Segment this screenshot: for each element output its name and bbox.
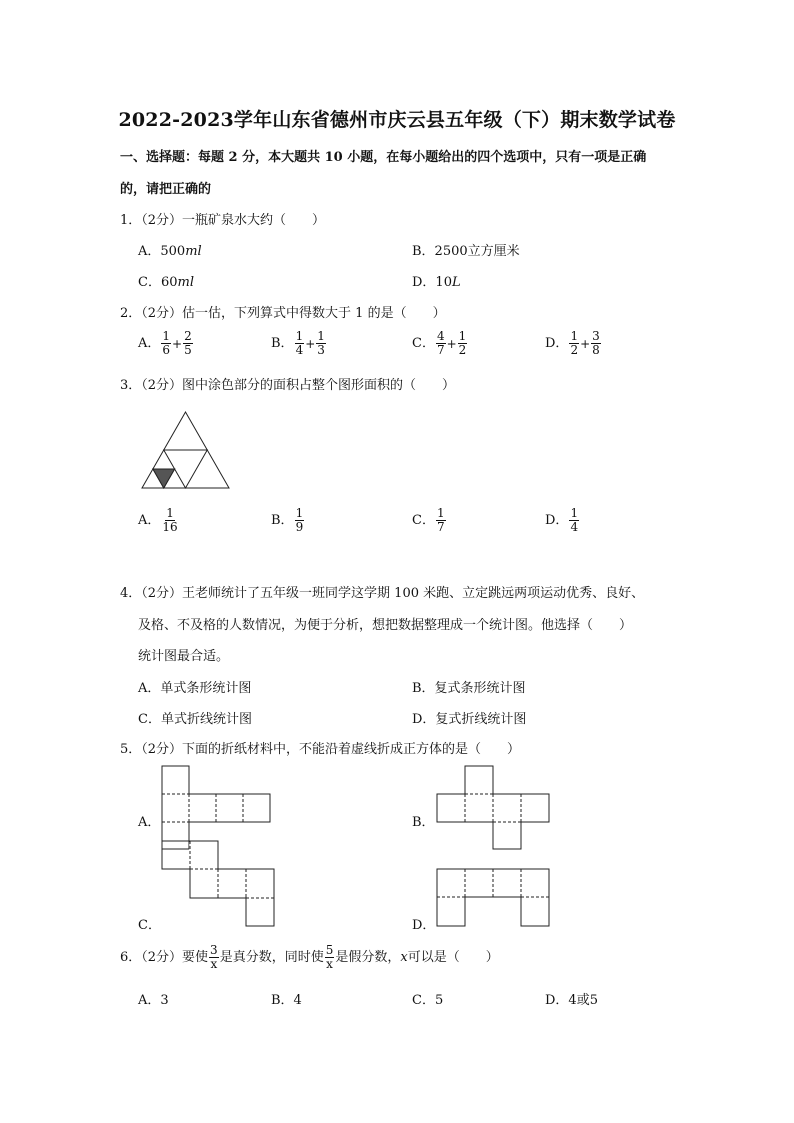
plus-sign: + <box>446 336 457 351</box>
q4-option-c[interactable]: C．单式折线统计图 <box>138 712 252 727</box>
numerator: 1 <box>166 506 174 520</box>
denominator: 8 <box>592 343 600 357</box>
net-square <box>465 766 493 794</box>
numerator: 1 <box>317 329 325 343</box>
q4-stem-line1: 4．（2分）王老师统计了五年级一班同学这学期 100 米跑、立定跳远两项运动优秀、良好、 <box>120 586 645 601</box>
q6-stem <box>120 944 499 971</box>
q6-option-b[interactable]: B．4 <box>271 993 302 1008</box>
fraction <box>183 330 193 357</box>
q2-option-a-label: A． <box>138 336 161 351</box>
q2-option-a[interactable] <box>138 330 194 357</box>
q3-option-d-label: D． <box>545 513 569 528</box>
q2-option-d[interactable] <box>545 330 602 357</box>
q1-option-d[interactable] <box>412 271 461 290</box>
q1-option-c-unit: ml <box>177 275 194 290</box>
q4-option-b[interactable]: B．复式条形统计图 <box>412 681 526 696</box>
numerator: 1 <box>436 506 445 520</box>
q3-option-d[interactable] <box>545 507 580 534</box>
q1-option-a-value: A．500 <box>138 244 186 259</box>
numerator: 3 <box>210 943 218 957</box>
net-square <box>246 898 274 926</box>
denominator: 4 <box>570 520 579 534</box>
net-square <box>437 897 465 926</box>
numerator: 1 <box>570 506 579 520</box>
plus-sign: + <box>172 336 183 351</box>
q1-stem: 1．（2分）一瓶矿泉水大约（ ） <box>120 213 326 228</box>
numerator: 1 <box>570 329 579 343</box>
net-square <box>218 869 246 898</box>
net-square <box>521 897 549 926</box>
net-square <box>190 841 218 869</box>
plus-sign: + <box>580 336 591 351</box>
fraction <box>161 330 171 357</box>
denominator: 2 <box>458 343 467 357</box>
section-header-line2: 的，请把正确的 <box>120 182 212 197</box>
net-square <box>216 794 243 822</box>
q3-option-b[interactable] <box>271 507 305 534</box>
q6-stem-end: 可以是（ ） <box>407 950 499 965</box>
net-square <box>493 794 521 822</box>
numerator: 5 <box>325 943 334 957</box>
fraction <box>316 330 326 357</box>
fraction <box>436 507 446 534</box>
q1-option-c[interactable] <box>138 271 194 290</box>
q4-option-a[interactable]: A．单式条形统计图 <box>138 681 252 696</box>
net-square <box>437 794 465 822</box>
numerator: 2 <box>184 329 192 343</box>
numerator: 4 <box>436 329 445 343</box>
fraction <box>209 944 219 971</box>
denominator: x <box>210 957 218 971</box>
q6-stem-post: 是假分数， <box>335 950 401 965</box>
q2-option-b-label: B． <box>271 336 294 351</box>
q6-stem-pre: 6．（2分）要使 <box>120 950 209 965</box>
q1-option-d-value: D．10 <box>412 275 452 290</box>
fraction <box>436 330 446 357</box>
denominator: x <box>326 957 333 971</box>
net-c-figure <box>162 841 277 927</box>
q5-option-d[interactable]: D． <box>412 918 436 933</box>
q3-option-a[interactable] <box>138 507 180 534</box>
q2-stem: 2．（2分）估一估，下列算式中得数大于 1 的是（ ） <box>120 306 446 321</box>
page-title: 2022-2023学年山东省德州市庆云县五年级（下）期末数学试卷 <box>118 109 676 131</box>
plus-sign: + <box>305 336 316 351</box>
net-square <box>465 794 493 822</box>
fraction <box>569 507 579 534</box>
net-square <box>189 794 216 822</box>
denominator: 2 <box>570 343 579 357</box>
net-square <box>162 766 189 794</box>
q6-option-c[interactable]: C．5 <box>412 993 444 1008</box>
numerator: 1 <box>162 329 171 343</box>
denominator: 7 <box>436 343 445 357</box>
q4-stem-line2: 及格、不及格的人数情况，为便于分析，想把数据整理成一个统计图。他选择（ ） <box>138 618 633 633</box>
fraction <box>161 507 178 534</box>
net-square <box>162 794 189 822</box>
numerator: 1 <box>458 329 467 343</box>
q1-option-a[interactable] <box>138 240 202 259</box>
fraction <box>295 507 305 534</box>
section-header-line1: 一、选择题：每题 2 分，本大题共 10 小题，在每小题给出的四个选项中，只有一项是正确 <box>120 150 647 165</box>
denominator: 7 <box>436 520 445 534</box>
denominator: 6 <box>162 343 171 357</box>
net-square <box>246 869 274 898</box>
fraction <box>295 330 305 357</box>
q6-stem-mid: 是真分数，同时使 <box>219 950 324 965</box>
q3-stem: 3．（2分）图中涂色部分的面积占整个图形面积的（ ） <box>120 378 456 393</box>
q3-option-b-label: B． <box>271 513 294 528</box>
numerator: 1 <box>295 329 304 343</box>
shaded-triangle <box>153 469 175 488</box>
net-square <box>465 869 493 897</box>
numerator: 3 <box>592 329 600 343</box>
net-d-figure <box>437 869 552 927</box>
fraction <box>569 330 579 357</box>
triangle-figure <box>142 412 232 490</box>
q3-option-c-label: C． <box>412 513 435 528</box>
q5-option-a[interactable]: A． <box>138 815 161 830</box>
denominator: 9 <box>295 520 304 534</box>
denominator: 4 <box>295 343 304 357</box>
net-square <box>521 794 549 822</box>
q5-option-b[interactable]: B． <box>412 815 435 830</box>
q2-option-c-label: C． <box>412 336 435 351</box>
fraction <box>591 330 601 357</box>
net-a-figure <box>162 766 272 850</box>
q2-option-d-label: D． <box>545 336 569 351</box>
net-square <box>243 794 270 822</box>
q6-option-a[interactable]: A．3 <box>138 993 169 1008</box>
net-square <box>493 822 521 849</box>
q2-option-b[interactable] <box>271 330 327 357</box>
q1-option-d-unit: L <box>451 275 461 290</box>
denominator: 3 <box>317 343 325 357</box>
numerator: 1 <box>295 506 304 520</box>
q3-option-c[interactable] <box>412 507 447 534</box>
q1-option-c-value: C．60 <box>138 275 178 290</box>
fraction <box>325 944 335 971</box>
q2-option-c[interactable] <box>412 330 468 357</box>
net-b-figure <box>437 766 552 850</box>
net-square <box>521 869 549 897</box>
q5-stem: 5．（2分）下面的折纸材料中，不能沿着虚线折成正方体的是（ ） <box>120 742 521 757</box>
q4-option-d[interactable]: D．复式折线统计图 <box>412 712 527 727</box>
q5-option-c[interactable]: C． <box>138 918 161 933</box>
fraction <box>458 330 468 357</box>
net-square <box>190 869 218 898</box>
q1-option-b[interactable]: B．2500立方厘米 <box>412 244 520 259</box>
net-square <box>162 841 190 869</box>
net-square <box>493 869 521 897</box>
net-square <box>437 869 465 897</box>
denominator: 16 <box>162 520 178 534</box>
denominator: 5 <box>184 343 192 357</box>
q6-option-d[interactable]: D．4或5 <box>545 993 598 1008</box>
q4-stem-line3: 统计图最合适。 <box>138 649 230 664</box>
q1-option-a-unit: ml <box>185 244 202 259</box>
q6-variable: x <box>400 950 408 965</box>
q3-option-a-label: A． <box>138 513 161 528</box>
